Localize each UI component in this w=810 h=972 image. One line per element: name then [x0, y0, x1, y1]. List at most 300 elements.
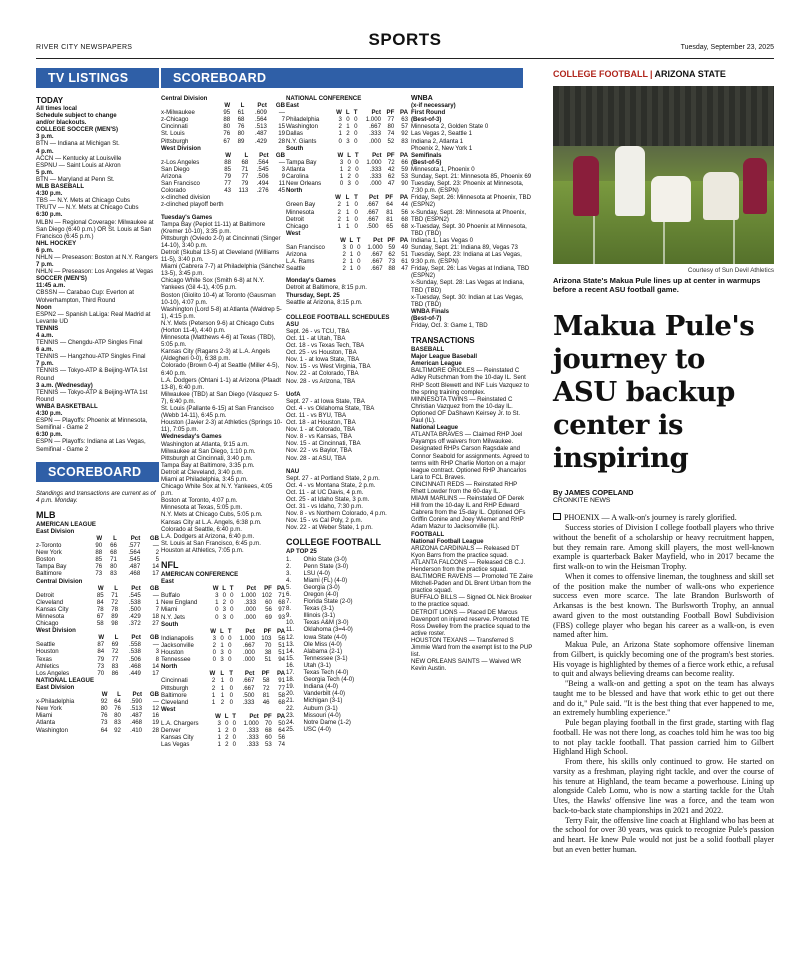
standings-cell: 2	[225, 734, 229, 742]
wnba-line: x-Sunday, Sept. 28: Minnesota at Phoenix, TBD (ESPN2)	[411, 208, 527, 223]
standings-cell: 77	[111, 655, 119, 663]
ap-row	[286, 556, 408, 563]
wnba-line: Phoenix 2, New York 1	[411, 144, 473, 152]
standings-cell: 72	[111, 598, 118, 606]
ap-rank: 1.	[286, 555, 292, 563]
standings-cell: .506	[129, 655, 141, 663]
section-title: SPORTS	[368, 30, 442, 49]
standings-cell: 68	[278, 599, 285, 607]
standings-cell: 5	[155, 556, 159, 564]
game-line: N.Y. Mets (Peterson 9-6) at Chicago Cubs (Horton 11-4), 4:40 p.m.	[161, 319, 275, 334]
standings-row	[161, 123, 285, 130]
standings-cell: 68	[237, 116, 245, 124]
standings-cell: 68	[401, 222, 408, 230]
standings-cell: 1	[220, 691, 225, 699]
game-line: Houston at Athletics, 7:05 p.m.	[161, 546, 244, 554]
standings-cell: 2	[211, 677, 216, 685]
tv-note: Schedule subject to change	[36, 112, 117, 120]
standings-cell: .372	[128, 620, 141, 628]
standings-cell: .545	[128, 591, 141, 599]
standings-cell: 72	[111, 648, 119, 656]
transaction: DETROIT LIONS — Placed DE Marcus Davenport on injured reserve. Promoted TE Ross Dwelley from the practice squad to the active roster.	[411, 608, 531, 637]
standings-cell: .333	[244, 599, 256, 607]
standings-cell: 90	[95, 542, 103, 550]
standings-cell: 90	[401, 180, 408, 188]
standings-cell: 84	[96, 598, 104, 606]
standings-cell: 1.000	[243, 719, 259, 727]
standings-row	[161, 734, 285, 741]
game-line: Chicago White Sox at N.Y. Yankees, 4:05 p.m.	[161, 483, 273, 498]
ap-team: Vanderbilt (4-0)	[303, 690, 346, 698]
standings-row	[286, 216, 408, 223]
ap-team: Oregon (4-0)	[303, 591, 339, 598]
standings-cell: 0	[215, 606, 219, 614]
standings-cell: 71	[278, 592, 285, 600]
standings-row	[36, 606, 159, 613]
schedule-line: Oct. 4 - vs Oklahoma State, TBA	[286, 404, 375, 412]
standings-cell: 0	[354, 123, 358, 131]
standings-table	[286, 152, 408, 187]
game-line: St. Louis at San Francisco, 6:45 p.m.	[161, 539, 261, 547]
ap-rank: 3.	[286, 569, 292, 577]
standings-cell: Carolina	[286, 173, 309, 181]
standings-cell: 47	[401, 265, 408, 273]
standings-cell: Tennessee	[161, 656, 191, 664]
standings-table	[36, 691, 159, 734]
game-line: St. Louis (Pallante 6-15) at San Francisco (Webb 14-11), 6:45 p.m.	[161, 405, 274, 420]
standings-header-cell: T	[229, 670, 233, 678]
standings-cell: 2	[155, 549, 159, 557]
standings-cell: Seattle	[286, 265, 305, 273]
standings-cell: .000	[243, 649, 255, 657]
tv-entry: NHLN — Preseason: Los Angeles at Vegas	[36, 268, 154, 276]
standings-cell: 79	[224, 173, 232, 181]
schedule-line: Oct. 25 - at Idaho State, 3 p.m.	[286, 495, 370, 503]
standings-cell: New York	[36, 705, 62, 713]
standings-header-cell: L	[113, 534, 117, 542]
tv-entry: CBSSN — Carabao Cup: Everton at Wolverhampton, Third Round	[36, 289, 134, 304]
standings-cell: z-Los Angeles	[161, 158, 200, 166]
standings-cell: 68	[110, 549, 117, 557]
standings-cell: Minnesota	[286, 208, 315, 216]
tv-entry: NHLN — Preseason: Boston at N.Y. Rangers	[36, 253, 158, 261]
standings-header-cell: T	[229, 585, 234, 593]
standings-cell: 67	[223, 137, 231, 145]
standings-cell: .333	[246, 734, 259, 742]
standings-cell: 2	[212, 641, 217, 649]
photo-caption: Arizona State's Makua Pule lines up at center in warmups before a recent ASU football game.	[553, 276, 761, 295]
transaction-heading: National League	[411, 424, 459, 432]
standings-cell: 19	[152, 719, 159, 727]
tv-entry-heading: SOCCER (MEN'S)	[36, 275, 87, 283]
standings-header-cell: GB	[149, 584, 159, 592]
transaction-heading: Major League Baseball	[411, 353, 478, 361]
standings-cell: Atlanta	[36, 719, 55, 727]
division-name: West Division	[161, 144, 201, 152]
game-line: Milwaukee (TBD) at San Diego (Vásquez 5-7), 6:40 p.m.	[161, 390, 280, 405]
standings-cell: —	[278, 158, 285, 166]
standings-cell: Washington	[286, 123, 318, 131]
standings-cell: 2	[342, 251, 346, 259]
standings-cell: 2	[211, 684, 216, 692]
standings-cell: 61	[401, 258, 408, 266]
division-name: West Division	[36, 627, 76, 635]
standings-row	[286, 209, 408, 216]
game-line: Houston (Javier 2-3) at Athletics (Springs 10-11), 7:05 p.m.	[161, 419, 283, 434]
standings-cell: —	[152, 591, 159, 599]
standings-cell: .513	[255, 123, 267, 131]
standings-row	[36, 549, 159, 556]
standings-cell: 0	[230, 606, 234, 614]
standings-cell: Detroit	[286, 215, 304, 223]
standings-cell: .667	[243, 641, 255, 649]
tv-entry: BTN — Indiana at Michigan St.	[36, 140, 120, 148]
standings-row	[36, 641, 159, 648]
standings-cell: 1.000	[240, 592, 256, 600]
player-figure	[573, 156, 599, 216]
standings-cell: 68	[264, 727, 272, 735]
ap-row	[286, 705, 408, 712]
standings-cell: 69	[111, 641, 119, 649]
standings-header-cell: W	[335, 194, 341, 202]
game-line: L.A. Dodgers (Ohtani 1-1) at Arizona (Pfaadt 13-8), 6:40 p.m.	[161, 376, 281, 391]
standings-row	[161, 727, 285, 734]
standings-cell: 73	[100, 719, 108, 727]
standings-cell: Arizona	[286, 251, 307, 259]
standings-cell: 1	[349, 258, 354, 266]
wnba-line: Indiana 1, Las Vegas 0	[411, 236, 474, 244]
ap-row	[286, 726, 408, 733]
wnba-line: Minnesota 2, Golden State 0	[411, 123, 489, 131]
standings-cell: Jacksonville	[161, 641, 194, 649]
standings-cell: 0	[232, 719, 237, 727]
standings-header-cell: Pct	[131, 584, 141, 592]
standings-cell: .500	[242, 691, 255, 699]
standings-cell: 80	[114, 712, 121, 720]
standings-cell: 52	[387, 137, 395, 145]
standings-header-cell: GB	[149, 634, 159, 642]
standings-cell: 2	[347, 173, 351, 181]
standings-cell: .667	[366, 208, 379, 216]
standings-cell: N.Y. Jets	[161, 613, 185, 621]
standings-cell: 0	[229, 698, 233, 706]
nl-east-standings	[36, 684, 159, 734]
standings-row	[36, 563, 159, 570]
standings-cell: .667	[370, 258, 383, 266]
standings-cell: .000	[243, 656, 255, 664]
standings-cell: 71	[110, 556, 117, 564]
standings-header-cell: Pct	[371, 109, 381, 117]
standings-cell: 0	[232, 741, 237, 749]
game-line: Detroit (Skubal 13-5) at Cleveland (Williams 11-5), 3:40 p.m.	[161, 248, 280, 264]
standings-cell: 0	[354, 222, 358, 230]
standings-header-cell: W	[225, 151, 232, 159]
standings-cell: 68	[278, 698, 285, 706]
wnba-line-heading: (Best-of-3)	[411, 116, 442, 124]
standings-row	[161, 180, 285, 187]
standings-row	[161, 677, 285, 684]
standings-cell: 44	[401, 201, 408, 209]
ap-row	[286, 605, 408, 612]
standings-cell: 14	[152, 662, 159, 670]
tuesday-games	[161, 221, 285, 434]
standings-cell: .558	[129, 641, 141, 649]
standings-cell: 0	[354, 116, 358, 124]
standings-cell: 65	[386, 222, 394, 230]
standings-cell: 3	[338, 116, 342, 124]
schedule-line: Oct. 25 - vs Houston, TBA	[286, 349, 357, 357]
standings-row	[36, 592, 159, 599]
standings-cell: N.Y. Giants	[286, 137, 317, 145]
wnba-line-heading: (Best-of-5)	[411, 158, 442, 166]
standings-cell: 73	[95, 570, 103, 578]
standings-cell: 1	[349, 251, 354, 259]
story-kicker	[553, 68, 774, 80]
standings-cell: San Francisco	[161, 180, 200, 188]
standings-cell: 17	[152, 669, 159, 677]
monday-games	[286, 284, 408, 291]
standings-cell: Kansas City	[36, 605, 69, 613]
story-paragraph: When it comes to offensive lineman, the toughness and skill set of the position make the number of walk-ons who experience success even more scarce. The late Brandon Burlsworth of Arkansas is the best known. The Burlsworth Trophy, an annual award given to the most outstanding Football Bowl Subdivision (FBS) college player who began his career as a walk-on, is even named after him.	[553, 571, 774, 640]
schedule-line: Oct. 11 - vs BYU, TBA	[286, 411, 347, 419]
standings-cell: 84	[97, 648, 105, 656]
standings-cell: 2	[337, 215, 341, 223]
standings-cell: 89	[237, 137, 245, 145]
ap-row	[286, 570, 408, 577]
standings-header-row	[161, 628, 285, 635]
standings-cell: .545	[256, 165, 269, 173]
scoreboard-column-4	[411, 95, 533, 958]
transactions-list	[411, 346, 533, 672]
schedule-line: Nov. 1 - at Iowa State, TBA	[286, 356, 360, 364]
standings-cell: .000	[369, 180, 382, 188]
standings-cell: Tampa Bay	[286, 158, 317, 166]
tv-entry-heading: 3 a.m. (Wednesday)	[36, 381, 93, 389]
standings-table	[161, 628, 285, 663]
standings-row	[36, 698, 159, 705]
tv-entry: TBS — N.Y. Mets at Chicago Cubs	[36, 197, 131, 205]
ap-team: Oklahoma (3=4-0)	[303, 626, 353, 634]
standings-header-cell	[161, 628, 206, 635]
wnba-line-heading: First Round	[411, 109, 446, 117]
tv-listings-column	[36, 68, 159, 958]
standings-cell: 38	[264, 649, 272, 657]
standings-row	[36, 599, 159, 606]
standings-row	[286, 138, 408, 145]
afc-standings	[161, 578, 285, 748]
standings-cell: Pittsburgh	[161, 137, 189, 145]
standings-header-cell: L	[114, 634, 119, 642]
ap-rank: 17.	[286, 669, 295, 677]
standings-cell: x-Milwaukee	[161, 109, 195, 117]
standings-cell: 80	[100, 705, 108, 713]
standings-row	[161, 599, 285, 606]
standings-cell: 93	[278, 613, 285, 621]
ap-team: LSU (4-0)	[303, 569, 330, 577]
transaction: NEW ORLEANS SAINTS — Waived WR Kevin Austin.	[411, 658, 522, 673]
school-name: ASU	[286, 320, 299, 328]
standings-cell: 16	[152, 712, 159, 720]
standings-cell: 68	[241, 158, 249, 166]
standings-cell: 2	[337, 208, 341, 216]
division-name: East Division	[36, 683, 75, 691]
ap-team: Penn State (3-0)	[303, 562, 349, 570]
standings-cell: 50	[278, 719, 285, 727]
standings-row	[161, 173, 285, 180]
standings-cell: —	[152, 641, 159, 649]
standings-cell: 76	[237, 123, 245, 131]
tv-entry-heading: 7 p.m.	[36, 360, 54, 368]
standings-cell: 76	[95, 563, 103, 571]
game-line: Minnesota at Texas, 5:05 p.m.	[161, 504, 243, 512]
wnba-line-heading: Semifinals	[411, 151, 442, 159]
standings-cell: 1	[345, 215, 350, 223]
story-paragraph: Success stories of Division I college football players who thrive without the benefit of a scholarship or heavy recruitment happen, but they remain rare. Among skill players, the most well-known example is quarterback Baker Mayfield, who in 2017 became the first walk-on to win the Heisman Trophy.	[553, 523, 774, 572]
tv-entry-heading: 7 p.m.	[36, 261, 54, 269]
standings-cell: Colorado	[161, 187, 186, 195]
standings-cell: 19	[278, 130, 285, 138]
tv-notes	[36, 105, 159, 126]
standings-cell: .667	[370, 251, 383, 259]
paper-name: RIVER CITY NEWSPAPERS	[36, 44, 133, 51]
tv-entry-heading: MLB BASEBALL	[36, 183, 85, 191]
player-figure	[615, 146, 645, 216]
standings-row	[161, 635, 285, 642]
wnba-line: Friday, Sept. 26: Minnesota at Phoenix, TBD (ESPN2)	[411, 194, 532, 209]
standings-header-cell: PA	[399, 194, 408, 202]
standings-cell: Texas	[36, 655, 52, 663]
standings-header-cell: PA	[276, 585, 285, 593]
standings-header-cell: PF	[385, 194, 394, 202]
standings-row	[286, 159, 408, 166]
standings-cell: 1	[220, 677, 225, 685]
ap-rank: 24.	[286, 718, 295, 726]
standings-header-cell: PF	[386, 109, 395, 117]
standings-cell: .468	[130, 719, 142, 727]
standings-cell: 14	[152, 563, 159, 571]
standings-cell: Dallas	[286, 130, 303, 138]
standings-cell: 1	[155, 598, 159, 606]
standings-cell: Atlanta	[286, 165, 305, 173]
standings-cell: San Francisco	[286, 243, 325, 251]
standings-header-cell: L	[347, 151, 351, 159]
story-agency: CRONKITE NEWS	[553, 497, 611, 505]
standings-cell: 58	[262, 677, 270, 685]
standings-cell: 74	[278, 741, 285, 749]
standings-cell: 0	[229, 677, 233, 685]
standings-cell: 0	[232, 734, 237, 742]
standings-header-cell: GB	[149, 534, 159, 542]
standings-cell: 2	[220, 698, 225, 706]
standings-cell: 0	[357, 243, 361, 251]
standings-cell: San Diego	[161, 165, 190, 173]
standings-cell: 56	[265, 606, 272, 614]
game-line: Pittsburgh at Cincinnati, 3:40 p.m.	[161, 454, 253, 462]
tv-entry: TRUTV — N.Y. Mets at Chicago Cubs	[36, 204, 139, 212]
standings-cell: 76	[114, 705, 121, 713]
standings-cell: 28	[152, 726, 159, 734]
standings-row	[286, 130, 408, 137]
standings-header-row	[36, 585, 159, 592]
standings-cell: Miami	[161, 606, 178, 614]
standings-cell: 0	[338, 137, 342, 145]
standings-header-cell: L	[224, 712, 229, 720]
ap-team: Utah (3-1)	[303, 661, 331, 669]
standings-header-cell: GB	[275, 102, 285, 110]
standings-row	[36, 570, 159, 577]
tv-entry-heading: 6:30 p.m.	[36, 431, 63, 439]
player-figure	[743, 158, 767, 214]
standings-table	[286, 194, 408, 229]
standings-cell: Houston	[161, 649, 184, 657]
division-name: South	[161, 620, 179, 628]
standings-cell: .276	[256, 187, 269, 195]
standings-cell: 1	[338, 130, 342, 138]
standings-cell: 0	[228, 656, 232, 664]
standings-header-cell: PF	[264, 585, 272, 593]
standings-cell: .333	[369, 173, 382, 181]
standings-cell: Washington	[36, 726, 68, 734]
ap-rank: 25.	[286, 725, 295, 733]
standings-row	[286, 265, 408, 272]
story-headline: Makua Pule's journey to ASU backup center is inspiring	[553, 310, 755, 475]
game-line: Tampa Bay at Baltimore, 3:35 p.m.	[161, 461, 255, 469]
tv-entry-heading: 4 a.m.	[36, 332, 54, 339]
standings-cell: 94	[278, 656, 285, 664]
standings-cell: 56	[278, 734, 285, 742]
standings-cell: 63	[401, 116, 408, 124]
standings-cell: Miami	[36, 712, 53, 720]
standings-row	[36, 719, 159, 726]
standings-cell: 57	[401, 123, 408, 131]
mlb-title: MLB	[36, 509, 56, 520]
ap-team: Florida State (2-0)	[303, 598, 353, 606]
division-name: West	[286, 229, 301, 237]
standings-row	[36, 712, 159, 719]
tv-note: and/or blackouts.	[36, 119, 87, 127]
standings-header-cell: PF	[261, 670, 270, 678]
ap-row	[286, 563, 408, 570]
kicker-separator: |	[650, 69, 653, 79]
ap-row	[286, 584, 408, 591]
standings-cell: 1	[217, 727, 221, 735]
standings-cell: 59	[401, 165, 408, 173]
standings-cell: —	[278, 109, 285, 117]
standings-cell: 1.000	[366, 158, 382, 166]
standings-header-cell: W	[340, 236, 346, 244]
tv-entry: TENNIS — Hangzhou-ATP Singles Final	[36, 353, 146, 361]
standings-cell: 98	[111, 620, 118, 628]
standings-cell: 0	[339, 180, 344, 188]
ap-rank: 20.	[286, 690, 295, 698]
page-header	[36, 30, 774, 59]
nfc-standings	[286, 102, 408, 272]
standings-cell: .333	[246, 741, 259, 749]
standings-cell: Tampa Bay	[36, 563, 67, 571]
standings-cell: .410	[130, 726, 142, 734]
standings-cell: 3	[281, 165, 285, 173]
standings-cell: 64	[114, 698, 121, 706]
ap-team: Notre Dame (1-2)	[303, 718, 351, 726]
wnba-line-heading: WNBA Finals	[411, 307, 450, 315]
division-name: North	[286, 187, 303, 195]
game-line: N.Y. Mets at Chicago Cubs, 5:05 p.m.	[161, 511, 263, 519]
standings-cell: 58	[278, 691, 285, 699]
standings-cell: 1	[345, 201, 350, 209]
standings-cell: 59	[388, 243, 396, 251]
standings-cell: 1	[211, 691, 216, 699]
standings-cell: 68	[401, 215, 408, 223]
